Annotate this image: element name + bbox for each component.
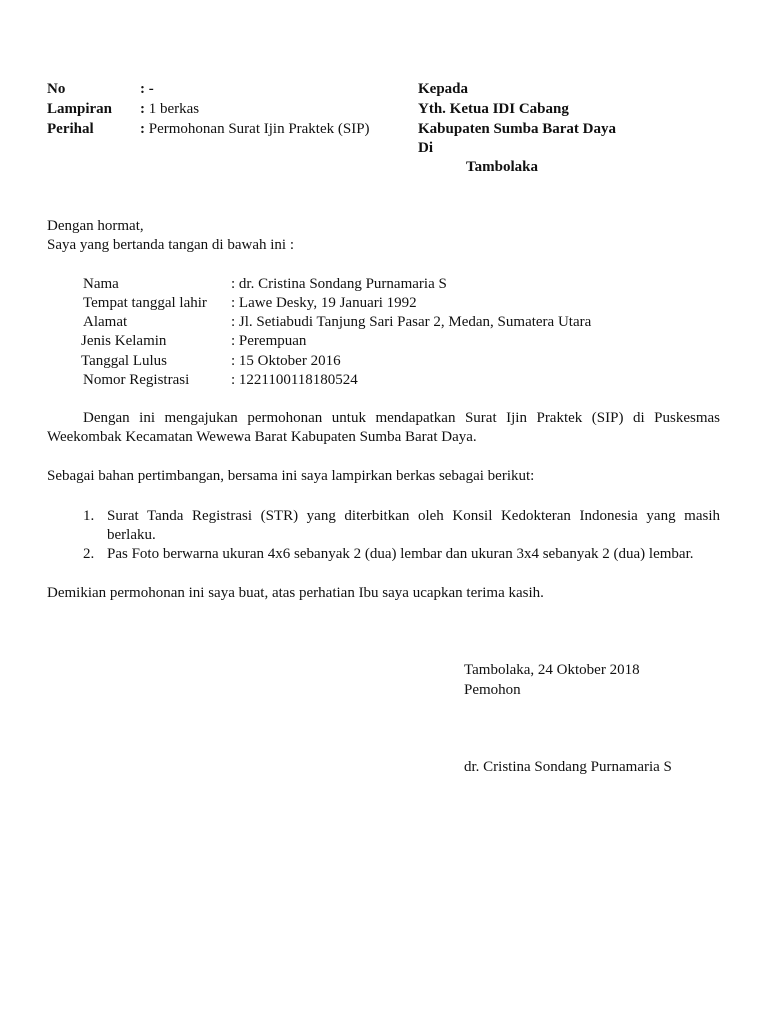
perihal-text: Permohonan Surat Ijin Praktek (SIP): [145, 121, 370, 137]
perihal-label: Perihal: [47, 121, 94, 137]
recipient-line2: Kabupaten Sumba Barat Daya: [418, 121, 616, 137]
identity-value-registrasi: : 1221100118180524: [231, 372, 358, 388]
identity-label-ttl: Tempat tanggal lahir: [83, 295, 207, 311]
identity-value-nama: : dr. Cristina Sondang Purnamaria S: [231, 276, 447, 292]
identity-label-nama: Nama: [83, 276, 119, 292]
recipient-place: Tambolaka: [466, 159, 538, 175]
no-value: : -: [140, 81, 154, 97]
lampiran-colon: :: [140, 101, 145, 117]
recipient-kepada: Kepada: [418, 81, 469, 97]
identity-label-alamat: Alamat: [83, 314, 128, 330]
attachment-number-1: 1.: [83, 508, 95, 524]
identity-label-lulus: Tanggal Lulus: [81, 353, 168, 369]
identity-label-gender: Jenis Kelamin: [81, 333, 167, 349]
intro-text: Saya yang bertanda tangan di bawah ini :: [47, 237, 295, 253]
no-label: No: [47, 81, 66, 97]
perihal-value: [140, 120, 370, 139]
identity-value-alamat: : Jl. Setiabudi Tanjung Sari Pasar 2, Medan, Sumatera Utara: [231, 314, 592, 330]
lampiran-label: Lampiran: [47, 101, 113, 117]
signature-place-date: Tambolaka, 24 Oktober 2018: [464, 662, 640, 678]
attachments-intro: Sebagai bahan pertimbangan, bersama ini saya lampirkan berkas sebagai berikut:: [47, 468, 535, 484]
recipient-line1: Yth. Ketua IDI Cabang: [418, 101, 569, 117]
request-line-1: Dengan ini mengajukan permohonan untuk mendapatkan Surat Ijin Praktek (SIP) di Puskesmas: [83, 410, 720, 426]
attachment-item-2: Pas Foto berwarna ukuran 4x6 sebanyak 2 (dua) lembar dan ukuran 3x4 sebanyak 2 (dua) lembar.: [107, 546, 694, 562]
perihal-colon: :: [140, 121, 145, 137]
attachment-number-2: 2.: [83, 546, 95, 562]
identity-label-registrasi: Nomor Registrasi: [83, 372, 190, 388]
identity-value-lulus: : 15 Oktober 2016: [231, 353, 341, 369]
identity-value-gender: : Perempuan: [231, 333, 307, 349]
recipient-di: Di: [418, 140, 433, 156]
closing-text: Demikian permohonan ini saya buat, atas perhatian Ibu saya ucapkan terima kasih.: [47, 585, 544, 601]
attachment-item-1-line1: Surat Tanda Registrasi (STR) yang diterbitkan oleh Konsil Kedokteran Indonesia yang masih: [107, 508, 720, 524]
signature-role: Pemohon: [464, 682, 521, 698]
identity-value-ttl: : Lawe Desky, 19 Januari 1992: [231, 295, 417, 311]
request-line-2: Weekombak Kecamatan Wewewa Barat Kabupaten Sumba Barat Daya.: [47, 429, 477, 445]
lampiran-text: 1 berkas: [145, 101, 200, 117]
attachment-item-1-line2: berlaku.: [107, 527, 156, 543]
salutation: Dengan hormat,: [47, 218, 144, 234]
lampiran-value: [140, 100, 199, 119]
signature-name: dr. Cristina Sondang Purnamaria S: [464, 759, 672, 775]
